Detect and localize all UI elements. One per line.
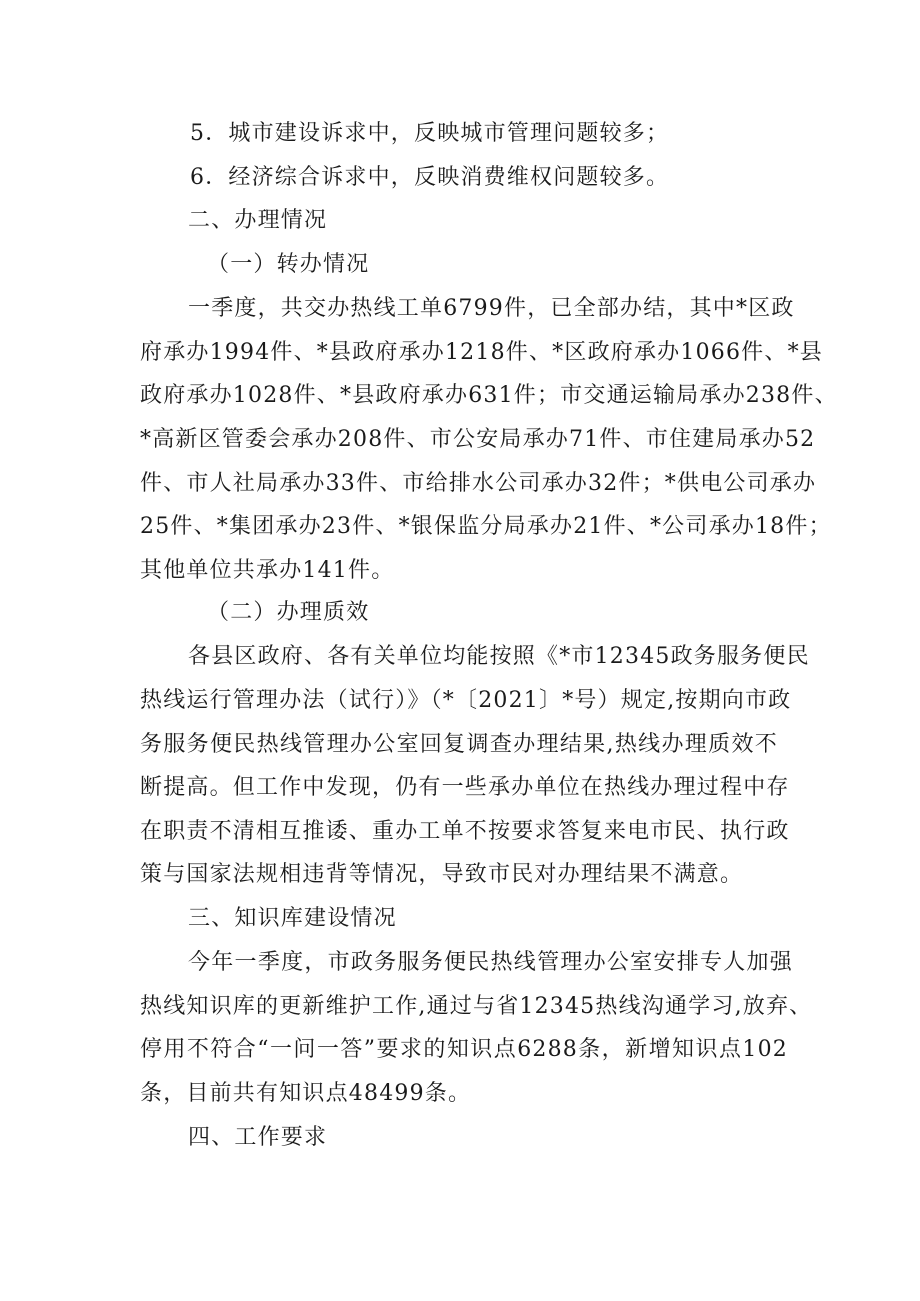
paragraph-line bbox=[0, 420, 920, 460]
section-heading-4 bbox=[0, 1118, 920, 1158]
line-text: 府承办1994件、*县政府承办1218件、*区政府承办1066件、*县 bbox=[140, 340, 823, 365]
line-text: 其他单位共承办141件。 bbox=[140, 558, 395, 583]
line-text: 在职责不清相互推诿、重办工单不按要求答复来电市民、执行政 bbox=[140, 819, 790, 844]
paragraph-line bbox=[0, 1030, 920, 1070]
line-text: 6．经济综合诉求中，反映消费维权问题较多。 bbox=[190, 165, 670, 190]
line-text: 25件、*集团承办23件、*银保监分局承办21件、*公司承办18件； bbox=[140, 514, 832, 539]
paragraph-line bbox=[0, 507, 920, 547]
heading-text: 四、工作要求 bbox=[188, 1125, 328, 1150]
paragraph-line bbox=[0, 943, 920, 983]
paragraph-line bbox=[0, 551, 920, 591]
line-text: 策与国家法规相违背等情况，导致市民对办理结果不满意。 bbox=[140, 862, 744, 887]
section-heading-3 bbox=[0, 899, 920, 939]
subsection-heading-2 bbox=[0, 593, 920, 633]
line-text: 今年一季度，市政务服务便民热线管理办公室安排专人加强 bbox=[188, 950, 793, 975]
paragraph-line bbox=[0, 333, 920, 373]
paragraph-line bbox=[0, 725, 920, 765]
paragraph-line bbox=[0, 812, 920, 852]
paragraph-line bbox=[0, 1074, 920, 1114]
heading-text: （二）办理质效 bbox=[207, 600, 370, 625]
list-item-6 bbox=[0, 158, 920, 198]
line-text: 一季度，共交办热线工单6799件，已全部办结，其中*区政 bbox=[188, 296, 795, 321]
paragraph-line bbox=[0, 681, 920, 721]
line-text: 热线知识库的更新维护工作,通过与省12345热线沟通学习,放弃、 bbox=[140, 994, 813, 1019]
list-item-5 bbox=[0, 114, 920, 154]
paragraph-line bbox=[0, 289, 920, 329]
line-text: 政府承办1028件、*县政府承办631件；市交通运输局承办238件、 bbox=[140, 383, 838, 408]
heading-text: 二、办理情况 bbox=[188, 208, 328, 233]
line-text: 停用不符合“一问一答”要求的知识点6288条，新增知识点102 bbox=[140, 1037, 788, 1062]
line-text: 件、市人社局承办33件、市给排水公司承办32件；*供电公司承办 bbox=[140, 471, 817, 496]
line-text: 务服务便民热线管理办公室回复调查办理结果,热线办理质效不 bbox=[140, 732, 778, 757]
paragraph-line bbox=[0, 376, 920, 416]
paragraph-line bbox=[0, 637, 920, 677]
paragraph-line bbox=[0, 768, 920, 808]
subsection-heading-1 bbox=[0, 245, 920, 285]
line-text: 断提高。但工作中发现，仍有一些承办单位在热线办理过程中存 bbox=[140, 775, 790, 800]
line-text: 热线运行管理办法（试行）》（*〔2021〕*号）规定,按期向市政 bbox=[140, 688, 792, 713]
line-text: *高新区管委会承办208件、市公安局承办71件、市住建局承办52 bbox=[140, 427, 816, 452]
line-text: 5．城市建设诉求中，反映城市管理问题较多； bbox=[190, 121, 670, 146]
heading-text: 三、知识库建设情况 bbox=[188, 906, 397, 931]
line-text: 各县区政府、各有关单位均能按照《*市12345政务服务便民 bbox=[188, 644, 810, 669]
paragraph-line bbox=[0, 464, 920, 504]
section-heading-2 bbox=[0, 201, 920, 241]
paragraph-line bbox=[0, 855, 920, 895]
heading-text: （一）转办情况 bbox=[207, 252, 370, 277]
line-text: 条，目前共有知识点48499条。 bbox=[140, 1081, 472, 1106]
paragraph-line bbox=[0, 987, 920, 1027]
